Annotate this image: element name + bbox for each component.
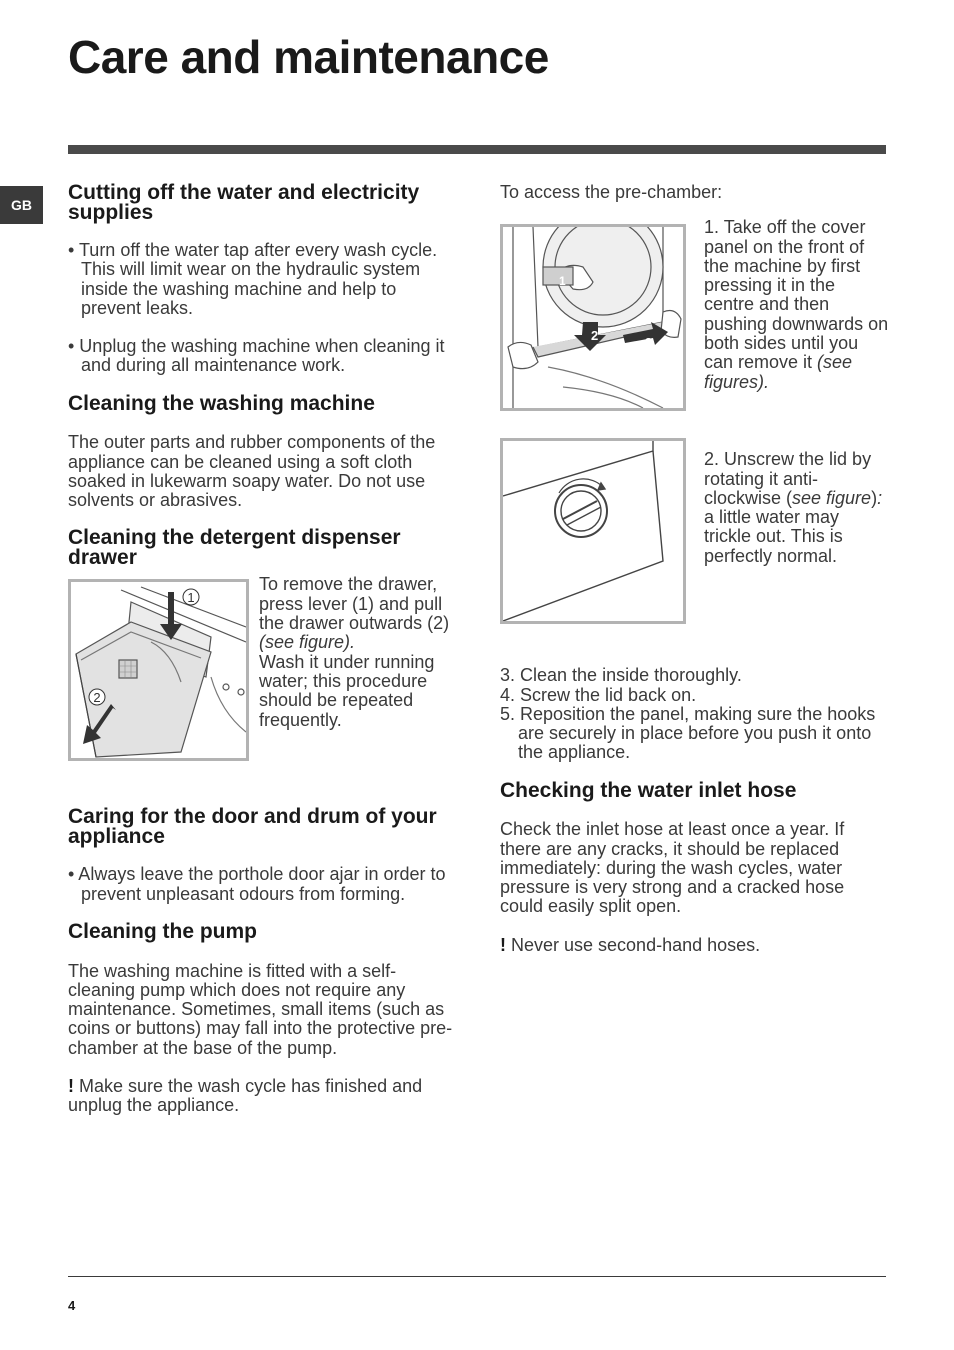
step1-block: [500, 217, 890, 411]
page-number: 4: [68, 1298, 76, 1313]
step2-text-italic-b: :: [877, 487, 883, 508]
cover-panel-figure: [500, 224, 686, 411]
section-heading-pump: Cleaning the pump: [68, 920, 257, 944]
pump-lid-figure: [500, 438, 686, 624]
drawer-text-italic: (see figure).: [259, 632, 356, 653]
right-column: [500, 183, 890, 955]
step2-block: [500, 438, 890, 624]
section-heading-inlet-hose: Checking the water inlet hose: [500, 778, 797, 802]
drawer-figure-label-1: 1: [187, 590, 195, 606]
warning-mark-icon: !: [68, 1076, 74, 1097]
list-item: 4. Screw the lid back on.: [500, 684, 697, 705]
cover-panel-illustration-icon: [503, 227, 683, 408]
step2-text-b: ): [871, 487, 878, 508]
step1-text: [704, 218, 890, 411]
section-heading-door-drum: Caring for the door and drum of your appliance: [68, 805, 437, 848]
list-item: 5. Reposition the panel, making sure the hooks are securely in place before you push it onto the appliance.: [500, 703, 876, 763]
step1-text-italic: (see figures).: [704, 352, 853, 392]
pump-text: The washing machine is fitted with a self-cleaning pump which does not require any maintenance. Sometimes, small items (such as coins or buttons) may fall into the protective pre-chamber at the base of the pump.: [68, 960, 453, 1058]
page-title: Care and maintenance: [68, 31, 549, 83]
pump-warning-text: Make sure the wash cycle has finished and unplug the appliance.: [68, 1076, 423, 1116]
drawer-block: [68, 574, 458, 761]
drawer-text: [259, 575, 458, 761]
hose-warning: [500, 936, 890, 955]
drawer-illustration-icon: [71, 582, 246, 758]
drawer-text-b: Wash it under running water; this procedure should be repeated frequently.: [259, 651, 435, 730]
language-tab: GB: [0, 186, 43, 224]
drawer-figure: [68, 579, 249, 761]
list-item: 3. Clean the inside thoroughly.: [500, 665, 742, 686]
step2-text-c: a little water may trickle out. This is perfectly normal.: [704, 507, 843, 566]
inlet-hose-text: Check the inlet hose at least once a year. If there are any cracks, it should be replaced immediately: during the wash cycles, water pressure is very strong and a cracked hose could easily split open.: [500, 819, 845, 917]
bullet-turn-off-tap: • Turn off the water tap after every wash cycle. This will limit wear on the hydraulic system inside the washing machine and help to prevent leaks.: [68, 240, 438, 318]
cover-figure-label-3: 3: [645, 335, 653, 351]
header-rule: [68, 145, 886, 154]
bullet-unplug: • Unplug the washing machine when cleaning it and during all maintenance work.: [68, 336, 445, 376]
step2-text-a: 2. Unscrew the lid by rotating it anti-clockwise (: [704, 449, 872, 508]
step2-text: [704, 450, 890, 624]
prechamber-intro: To access the pre-chamber:: [500, 182, 723, 202]
section-heading-cutting-supplies: Cutting off the water and electricity supplies: [68, 181, 420, 224]
section-heading-dispenser-drawer: Cleaning the detergent dispenser drawer: [68, 526, 401, 569]
footer-rule: [68, 1276, 886, 1277]
bullet-porthole: • Always leave the porthole door ajar in order to prevent unpleasant odours from forming.: [68, 864, 446, 904]
cleaning-machine-text: The outer parts and rubber components of the appliance can be cleaned using a soft cloth soaked in lukewarm soapy water. Do not use solvents or abrasives.: [68, 432, 436, 511]
pump-warning: [68, 1077, 458, 1116]
step1-text-main: 1. Take off the cover panel on the front of the machine by first pressing it in the centre and then pushing downwards on both sides until you can remove it: [704, 217, 889, 373]
drawer-text-a: To remove the drawer, press lever (1) and pull the drawer outwards (2): [259, 574, 450, 634]
section-heading-cleaning-machine: Cleaning the washing machine: [68, 391, 375, 415]
cover-figure-label-1: 1: [559, 274, 566, 289]
hose-warning-text: Never use second-hand hoses.: [506, 934, 761, 955]
drawer-figure-label-2: 2: [93, 690, 101, 706]
warning-mark-icon: !: [500, 934, 506, 955]
pump-lid-illustration-icon: [503, 441, 683, 621]
left-column: [68, 183, 458, 1116]
steps-list: [500, 666, 890, 762]
cover-figure-label-2: 2: [591, 328, 599, 344]
step2-text-italic-a: see figure: [792, 487, 872, 508]
